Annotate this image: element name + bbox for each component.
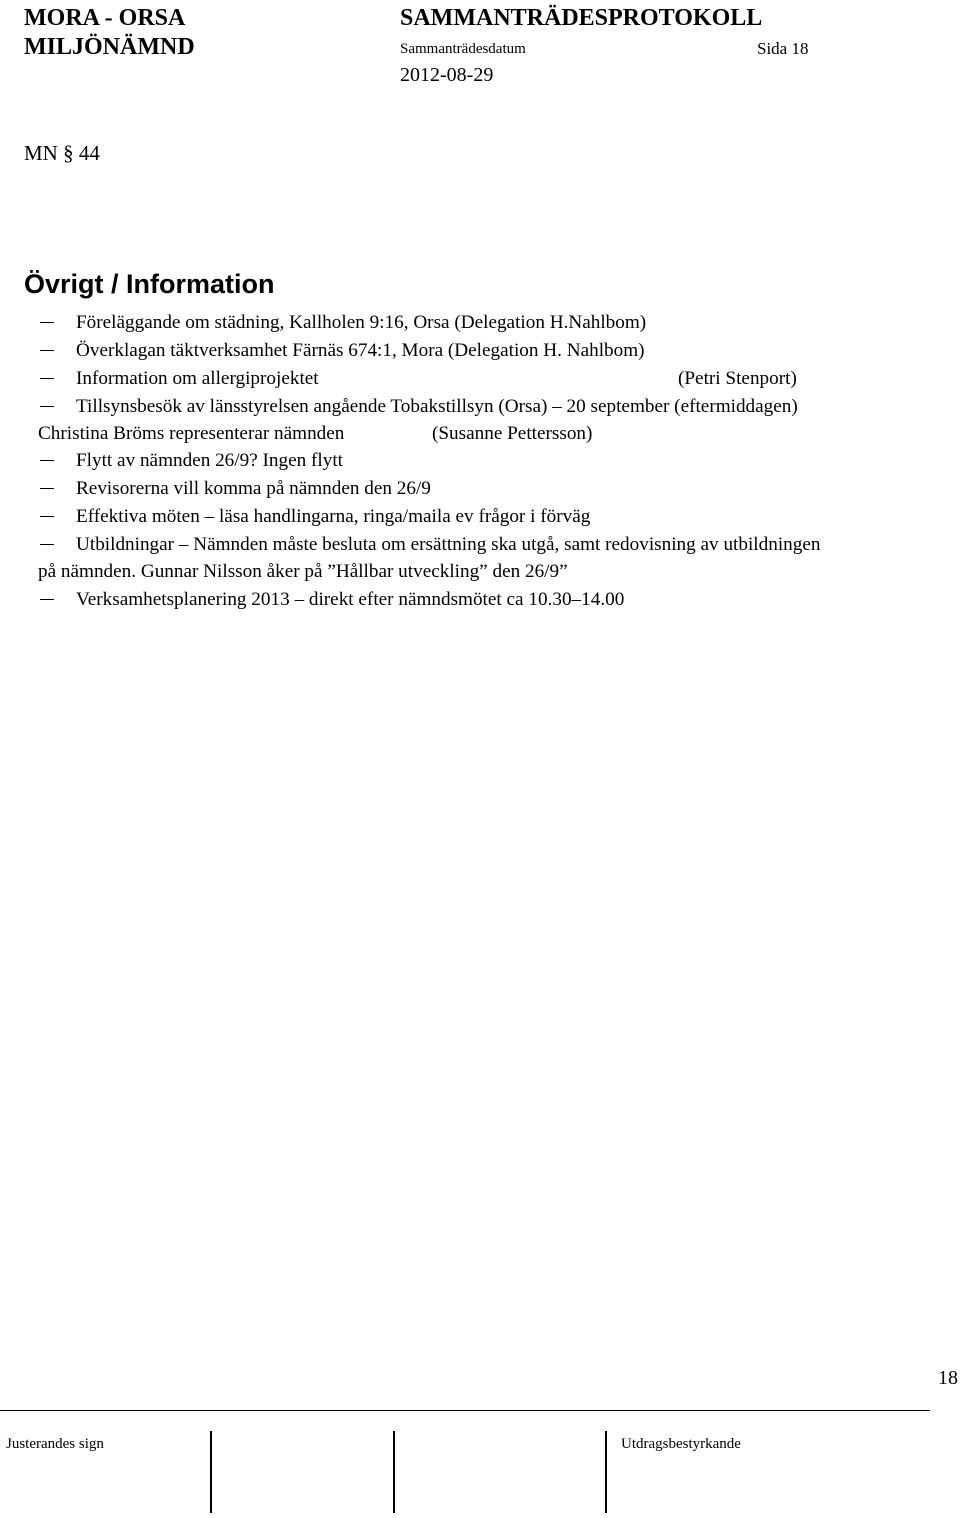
list-item (40, 340, 645, 362)
org-name-line2: MILJÖNÄMND (24, 34, 195, 60)
org-name-line1: MORA - ORSA (24, 5, 186, 31)
list-item-plain: Christina Bröms representerar nämnden (38, 423, 345, 444)
list-item-text: Föreläggande om städning, Kallholen 9:16, Orsa (Delegation H.Nahlbom) (76, 312, 647, 333)
list-item (40, 478, 431, 500)
utdragsbestyrkande-label: Utdragsbestyrkande (621, 1436, 741, 1452)
list-item-note: (Petri Stenport) (678, 368, 797, 389)
list-item-text: Revisorerna vill komma på nämnden den 26/9 (76, 478, 431, 499)
meeting-date: 2012-08-29 (400, 64, 494, 86)
list-item-text: Flytt av nämnden 26/9? Ingen flytt (76, 450, 343, 471)
justerandes-sign-label: Justerandes sign (6, 1436, 104, 1452)
list-item (40, 506, 590, 528)
list-item (40, 589, 624, 611)
list-item (40, 450, 343, 472)
list-item (40, 396, 798, 418)
page-number: 18 (938, 1367, 958, 1389)
dash-bullet-icon (40, 516, 54, 517)
list-item-text: Utbildningar – Nämnden måste besluta om ersättning ska utgå, samt redovisning av utbildningen (76, 534, 821, 555)
signature-divider (210, 1431, 212, 1513)
dash-bullet-icon (40, 488, 54, 489)
dash-bullet-icon (40, 322, 54, 323)
dash-bullet-icon (40, 599, 54, 600)
dash-bullet-icon (40, 544, 54, 545)
dash-bullet-icon (40, 460, 54, 461)
signature-divider (393, 1431, 395, 1513)
protocol-title: SAMMANTRÄDESPROTOKOLL (400, 5, 763, 31)
list-item-note: (Susanne Pettersson) (432, 423, 593, 444)
section-heading: Övrigt / Information (24, 269, 275, 299)
list-item-text: Information om allergiprojektet (76, 368, 319, 389)
dash-bullet-icon (40, 378, 54, 379)
date-label: Sammanträdesdatum (400, 41, 526, 57)
list-item-text: Effektiva möten – läsa handlingarna, ringa/maila ev frågor i förväg (76, 506, 591, 527)
paragraph-reference: MN § 44 (24, 141, 100, 165)
list-item-text: Tillsynsbesök av länsstyrelsen angående Tobakstillsyn (Orsa) – 20 september (eftermiddagen) (76, 396, 798, 417)
signature-divider (605, 1431, 607, 1513)
footer-rule (0, 1410, 930, 1411)
list-item-continuation: på nämnden. Gunnar Nilsson åker på ”Hållbar utveckling” den 26/9” (38, 561, 568, 582)
list-item (40, 534, 820, 556)
page-label: Sida 18 (757, 39, 809, 58)
list-item (40, 368, 319, 390)
dash-bullet-icon (40, 406, 54, 407)
list-item-text: Överklagan täktverksamhet Färnäs 674:1, Mora (Delegation H. Nahlbom) (76, 340, 645, 361)
dash-bullet-icon (40, 350, 54, 351)
list-item (40, 312, 646, 334)
list-item-text: Verksamhetsplanering 2013 – direkt efter nämndsmötet ca 10.30–14.00 (76, 589, 625, 610)
